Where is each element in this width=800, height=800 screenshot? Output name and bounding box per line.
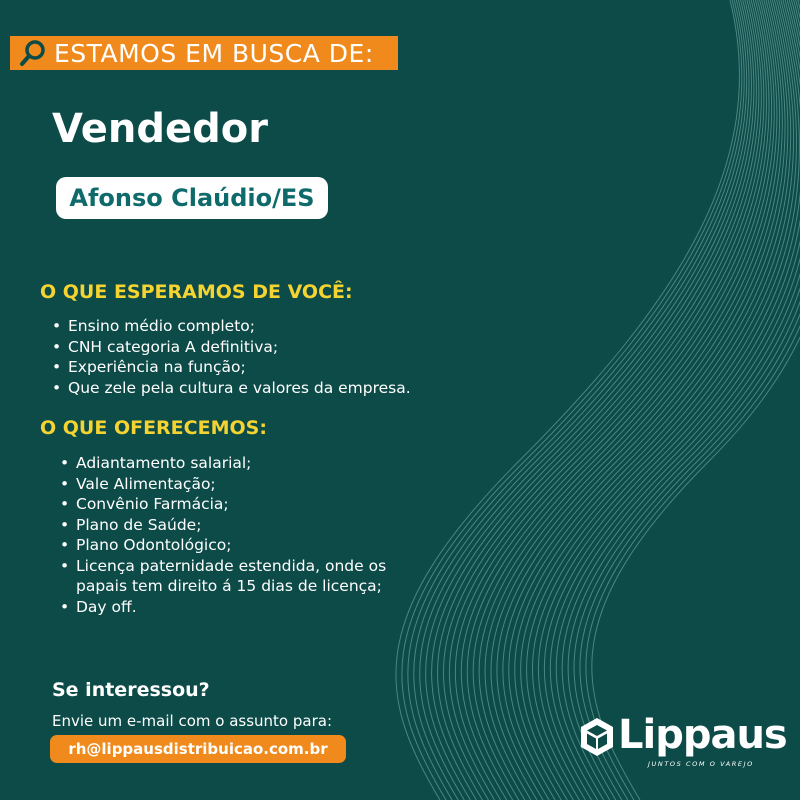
contact-instruction: Envie um e-mail com o assunto para: bbox=[52, 712, 332, 730]
list-item-continuation: papais tem direito á 15 dias de licença; bbox=[76, 577, 382, 595]
wave-line bbox=[580, 0, 800, 800]
wave-line bbox=[420, 0, 749, 800]
list-item: • Plano de Saúde; bbox=[60, 515, 386, 536]
wave-line bbox=[396, 0, 740, 800]
brand-logo bbox=[576, 712, 787, 774]
list-item: • Ensino médio completo; bbox=[52, 316, 411, 337]
job-title: Vendedor bbox=[52, 106, 268, 152]
contact-heading: Se interessou? bbox=[52, 679, 210, 701]
expectations-list bbox=[52, 316, 411, 398]
offers-heading: O QUE OFERECEMOS: bbox=[40, 417, 267, 439]
wave-line bbox=[402, 0, 742, 800]
expectations-heading: O QUE ESPERAMOS DE VOCÊ: bbox=[40, 281, 353, 303]
list-item: • Plano Odontológico; bbox=[60, 535, 386, 556]
cube-logo-icon bbox=[578, 716, 616, 758]
wave-line bbox=[479, 0, 774, 800]
brand-name: Lippaus bbox=[618, 712, 787, 758]
location-badge bbox=[56, 177, 328, 219]
wave-line bbox=[408, 0, 744, 800]
wave-line bbox=[467, 0, 769, 800]
email-link[interactable] bbox=[50, 735, 346, 763]
list-item: • Vale Alimentação; bbox=[60, 474, 386, 495]
wave-line bbox=[586, 0, 800, 800]
hiring-banner bbox=[10, 36, 398, 70]
search-icon bbox=[18, 38, 48, 68]
wave-line bbox=[562, 0, 800, 800]
email-text: rh@lippausdistribuicao.com.br bbox=[68, 740, 328, 758]
wave-line bbox=[485, 0, 777, 800]
list-item: • Experiência na função; bbox=[52, 357, 411, 378]
list-item: • Convênio Farmácia; bbox=[60, 494, 386, 515]
brand-tagline: JUNTOS COM O VAREJO bbox=[648, 760, 754, 768]
list-item: • Que zele pela cultura e valores da empresa. bbox=[52, 378, 411, 399]
list-item: • Adiantamento salarial; bbox=[60, 453, 386, 474]
list-item: • Licença paternidade estendida, onde os bbox=[60, 556, 386, 577]
list-item: • CNH categoria A definitiva; bbox=[52, 337, 411, 358]
list-item: • Day off. bbox=[60, 597, 386, 618]
offers-list bbox=[60, 453, 386, 617]
banner-text: ESTAMOS EM BUSCA DE: bbox=[54, 38, 374, 68]
wave-line bbox=[532, 0, 799, 800]
wave-line bbox=[461, 0, 766, 800]
location-text: Afonso Claúdio/ES bbox=[69, 184, 315, 212]
